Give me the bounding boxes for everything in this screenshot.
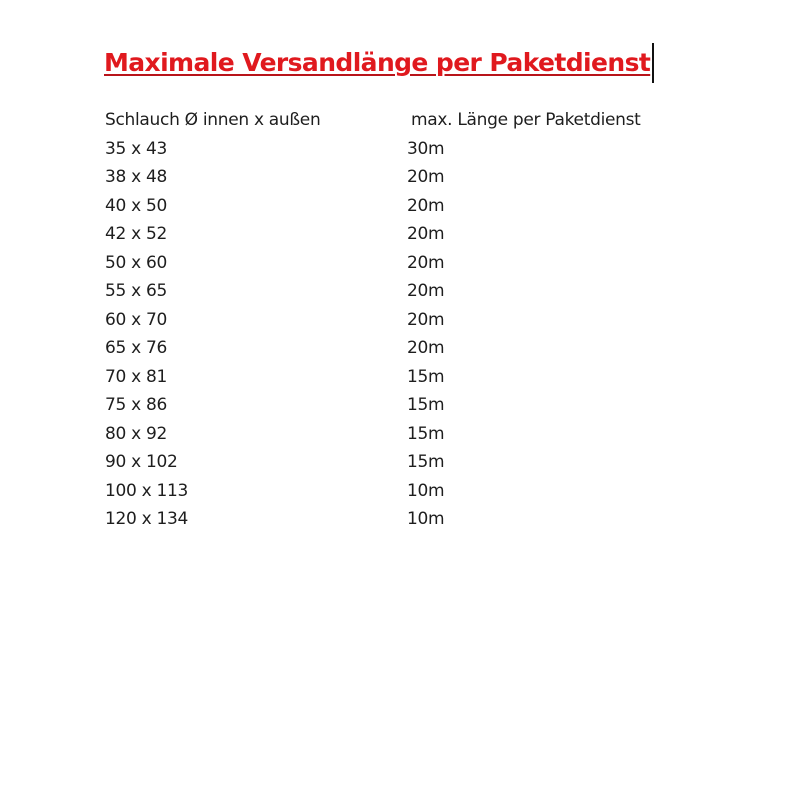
hose-size: 55 x 65 — [105, 281, 168, 301]
header-max-length: max. Länge per Paketdienst — [411, 110, 641, 130]
max-length: 20m — [407, 224, 445, 244]
hose-size: 35 x 43 — [105, 138, 168, 159]
hose-size: 60 x 70 — [105, 309, 168, 330]
max-length: 15m — [407, 366, 445, 387]
hose-size: 40 x 50 — [105, 195, 168, 216]
max-length: 20m — [407, 281, 445, 301]
header-hose-diameter: Schlauch Ø innen x außen — [105, 110, 321, 130]
max-length: 10m — [407, 509, 445, 529]
hose-size: 38 x 48 — [105, 167, 168, 187]
hose-size: 100 x 113 — [105, 480, 189, 501]
max-length: 20m — [407, 338, 445, 358]
hose-size: 50 x 60 — [105, 252, 168, 273]
max-length: 15m — [407, 452, 445, 472]
hose-size: 70 x 81 — [105, 366, 168, 387]
max-length: 20m — [407, 167, 445, 187]
hose-size: 65 x 76 — [105, 338, 168, 358]
hose-size: 75 x 86 — [105, 395, 168, 415]
max-length: 15m — [407, 395, 445, 415]
title-block — [104, 46, 654, 83]
document-title[interactable]: Maximale Versandlänge per Paketdienst — [104, 48, 651, 77]
max-length: 20m — [407, 252, 445, 273]
max-length: 30m — [407, 138, 445, 159]
text-cursor — [652, 43, 654, 83]
hose-size: 90 x 102 — [105, 452, 178, 472]
max-length: 15m — [407, 423, 445, 444]
hose-size: 120 x 134 — [105, 509, 189, 529]
hose-size: 42 x 52 — [105, 224, 168, 244]
max-length: 10m — [407, 480, 445, 501]
hose-size: 80 x 92 — [105, 423, 168, 444]
max-length: 20m — [407, 309, 445, 330]
max-length: 20m — [407, 195, 445, 216]
